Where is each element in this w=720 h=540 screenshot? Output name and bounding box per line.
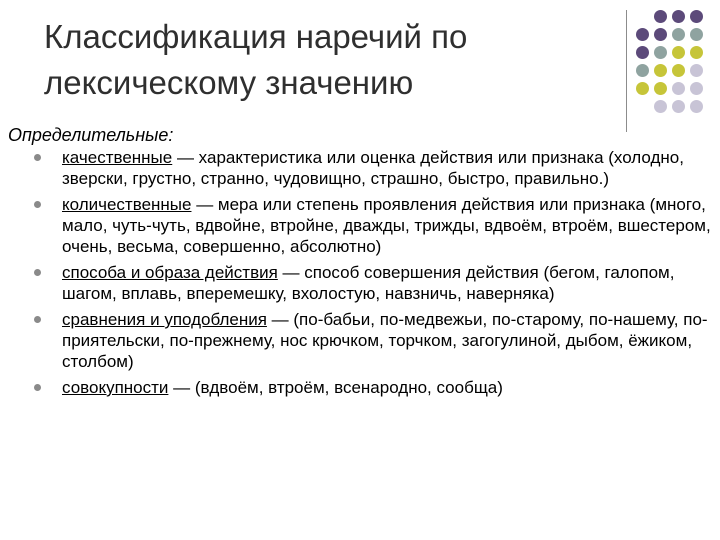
bullet-dot-icon	[34, 384, 41, 391]
list-item	[8, 377, 714, 398]
dot-spacer	[636, 100, 649, 113]
decorative-dot	[672, 46, 685, 59]
decorative-dot	[690, 100, 703, 113]
decorative-dot	[672, 28, 685, 41]
bullet-dot-icon	[34, 201, 41, 208]
decorative-dot	[672, 64, 685, 77]
item-description: — способ совершения действия (бегом, галопом, шагом, вплавь, вперемешку, вхолостую, навзничь, наверняка)	[62, 263, 675, 303]
decorative-dot	[672, 82, 685, 95]
item-description: — характеристика или оценка действия или признака (холодно, зверски, грустно, странно, чудовищно, страшно, быстро, правильно.)	[62, 148, 684, 188]
item-term: качественные	[62, 148, 173, 167]
decorative-dot	[690, 64, 703, 77]
list-item	[8, 147, 714, 189]
bullet-dot-icon	[34, 154, 41, 161]
list-item	[8, 309, 714, 372]
item-description: — (вдвоём, втроём, всенародно, сообща)	[168, 378, 503, 397]
decorative-dot	[636, 82, 649, 95]
decorative-dot	[690, 82, 703, 95]
bullet-dot-icon	[34, 316, 41, 323]
list-item	[8, 262, 714, 304]
dot-spacer	[636, 10, 649, 23]
decorative-dot-grid	[636, 10, 703, 113]
decorative-dot	[654, 10, 667, 23]
item-term: способа и образа действия	[62, 263, 278, 282]
bullet-dot-icon	[34, 269, 41, 276]
decorative-dot	[672, 10, 685, 23]
item-term: сравнения и уподобления	[62, 310, 267, 329]
item-description: — мера или степень проявления действия или признака (много, мало, чуть-чуть, вдвойне, втройне, дважды, трижды, вдвоём, втроём, вшестером, очень, весьма, совершенно, абсолютно)	[62, 195, 711, 256]
decorative-dot	[690, 46, 703, 59]
slide-title	[44, 14, 604, 106]
decorative-dot	[636, 28, 649, 41]
decorative-dot	[654, 82, 667, 95]
decorative-divider	[626, 10, 627, 132]
slide-body	[8, 124, 714, 403]
slide-title-line-2: лексическому значению	[44, 64, 414, 101]
decorative-dot	[654, 46, 667, 59]
decorative-dot	[636, 64, 649, 77]
section-heading: Определительные:	[8, 125, 174, 145]
item-description: — (по-бабьи, по-медвежьи, по-старому, по-нашему, по-приятельски, по-прежнему, нос крючком, торчком, загогулиной, дыбом, ёжиком, столбом)	[62, 310, 708, 371]
decorative-dot	[672, 100, 685, 113]
decorative-dot	[654, 100, 667, 113]
list-item	[8, 194, 714, 257]
decorative-dot	[690, 28, 703, 41]
decorative-dot	[690, 10, 703, 23]
slide-title-line-1: Классификация наречий по	[44, 18, 468, 55]
item-term: количественные	[62, 195, 192, 214]
bullet-list	[8, 147, 714, 398]
item-term: совокупности	[62, 378, 169, 397]
decorative-dot	[654, 64, 667, 77]
decorative-dot	[654, 28, 667, 41]
decorative-dot	[636, 46, 649, 59]
